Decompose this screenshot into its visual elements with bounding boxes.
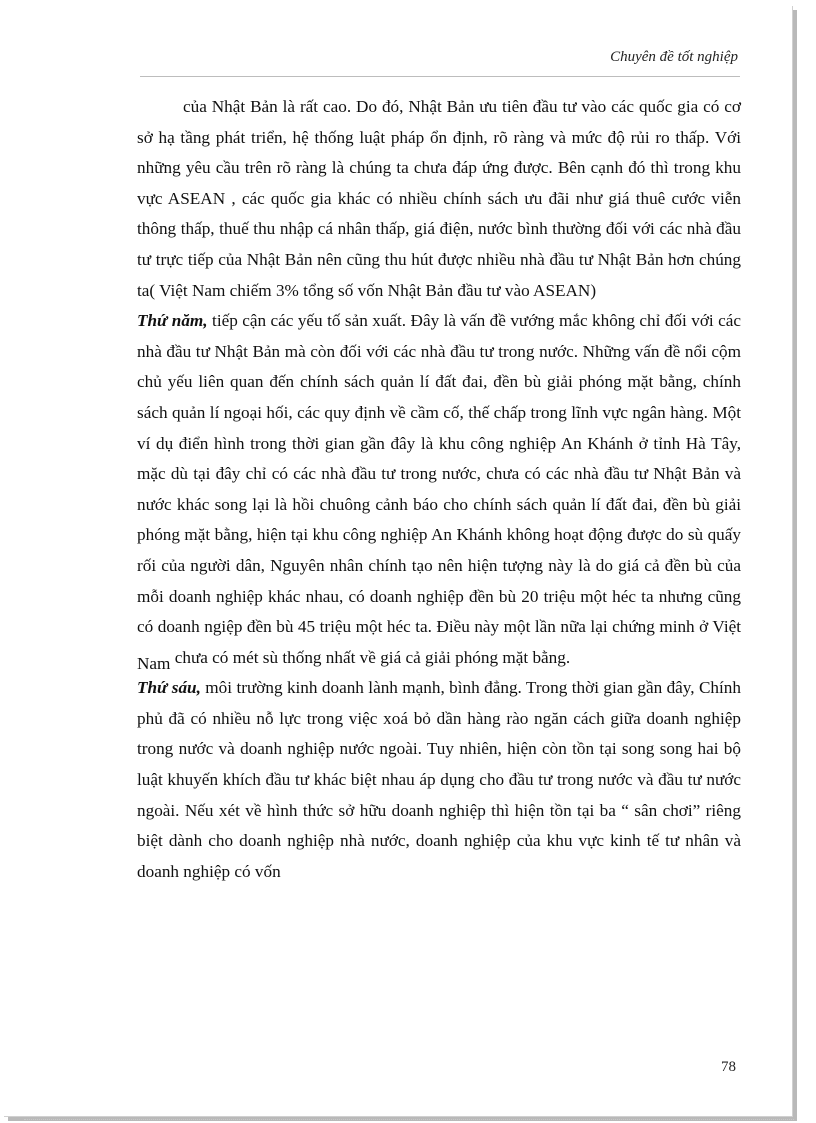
paragraph-2	[137, 306, 741, 673]
paragraph-3-text: môi trường kinh doanh lành mạnh, bình đẳng. Trong thời gian gần đây, Chính phủ đã có nhiều nỗ lực trong việc xoá bỏ dần hàng rào ngăn cách giữa doanh nghiệp trong nước và doanh nghiệp nước ngoài. Tuy nhiên, hiện còn tồn tại song song hai bộ luật khuyến khích đầu tư khác biệt nhau áp dụng cho đầu tư trong nước và đầu tư nước ngoài. Nếu xét về hình thức sở hữu doanh nghiệp thì hiện tồn tại ba “ sân chơi” riêng biệt dành cho doanh nghiệp nhà nước, doanh nghiệp của khu vực kinh tế tư nhân và doanh nghiệp có vốn	[137, 678, 741, 881]
running-header: Chuyên đề tốt nghiệp	[610, 49, 738, 65]
header-rule	[140, 76, 740, 77]
paragraph-2-lowered-word: Nam	[137, 653, 171, 673]
paragraph-2-tail: chưa có mét sù thống nhất về giá cả giải phóng mặt bằng.	[170, 647, 571, 667]
page-number: 78	[721, 1059, 736, 1075]
footer-dotted-line	[24, 1119, 794, 1120]
paragraph-2-heading: Thứ năm,	[137, 311, 208, 331]
paragraph-3	[137, 673, 741, 887]
paragraph-2-text: tiếp cận các yếu tố sản xuất. Đây là vấn đề vướng mắc không chỉ đối với các nhà đầu tư Nhật Bản mà còn đối với các nhà đầu tư trong nước. Những vấn đề nổi cộm chủ yếu liên quan đến chính sách quản lí đất đai, đền bù giải phóng mặt bằng, chính sách quản lí ngoại hối, các quy định về cầm cố, thế chấp trong lĩnh vực ngân hàng. Một ví dụ điển hình trong thời gian gần đây là khu công nghiệp An Khánh ở tỉnh Hà Tây, mặc dù tại đây chỉ có các nhà đầu tư trong nước, chưa có các nhà đầu tư Nhật Bản và nước khác song lại là hồi chuông cảnh báo cho chính sách quản lí đất đai, đền bù giải phóng mặt bằng, hiện tại khu công nghiệp An Khánh không hoạt động được do sù quấy rối của người dân, Nguyên nhân chính tạo nên hiện tượng này là do giá cả đền bù của mỗi doanh nghiệp khác nhau, có doanh nghiệp đền bù 20 triệu một héc ta nhưng cũng có doanh ngiệp đền bù 45 triệu một héc ta. Điều này một lần nữa lại chứng minh ở Việt	[137, 311, 741, 637]
document-body	[137, 92, 741, 887]
paragraph-3-heading: Thứ sáu,	[137, 678, 201, 698]
paragraph-1: của Nhật Bản là rất cao. Do đó, Nhật Bản ưu tiên đầu tư vào các quốc gia có cơ sở hạ tầng phát triển, hệ thống luật pháp ổn định, rõ ràng và mức độ rủi ro thấp. Với những yêu cầu trên rõ ràng là chúng ta chưa đáp ứng được. Bên cạnh đó thì trong khu vực ASEAN , các quốc gia khác có nhiều chính sách ưu đãi như giá thuê cước viễn thông thấp, thuế thu nhập cá nhân thấp, giá điện, nước bình thường đối với các nhà đầu tư trực tiếp của Nhật Bản nên cũng thu hút được nhiều nhà đầu tư Nhật Bản hơn chúng ta( Việt Nam chiếm 3% tổng số vốn Nhật Bản đầu tư vào ASEAN)	[137, 97, 741, 300]
